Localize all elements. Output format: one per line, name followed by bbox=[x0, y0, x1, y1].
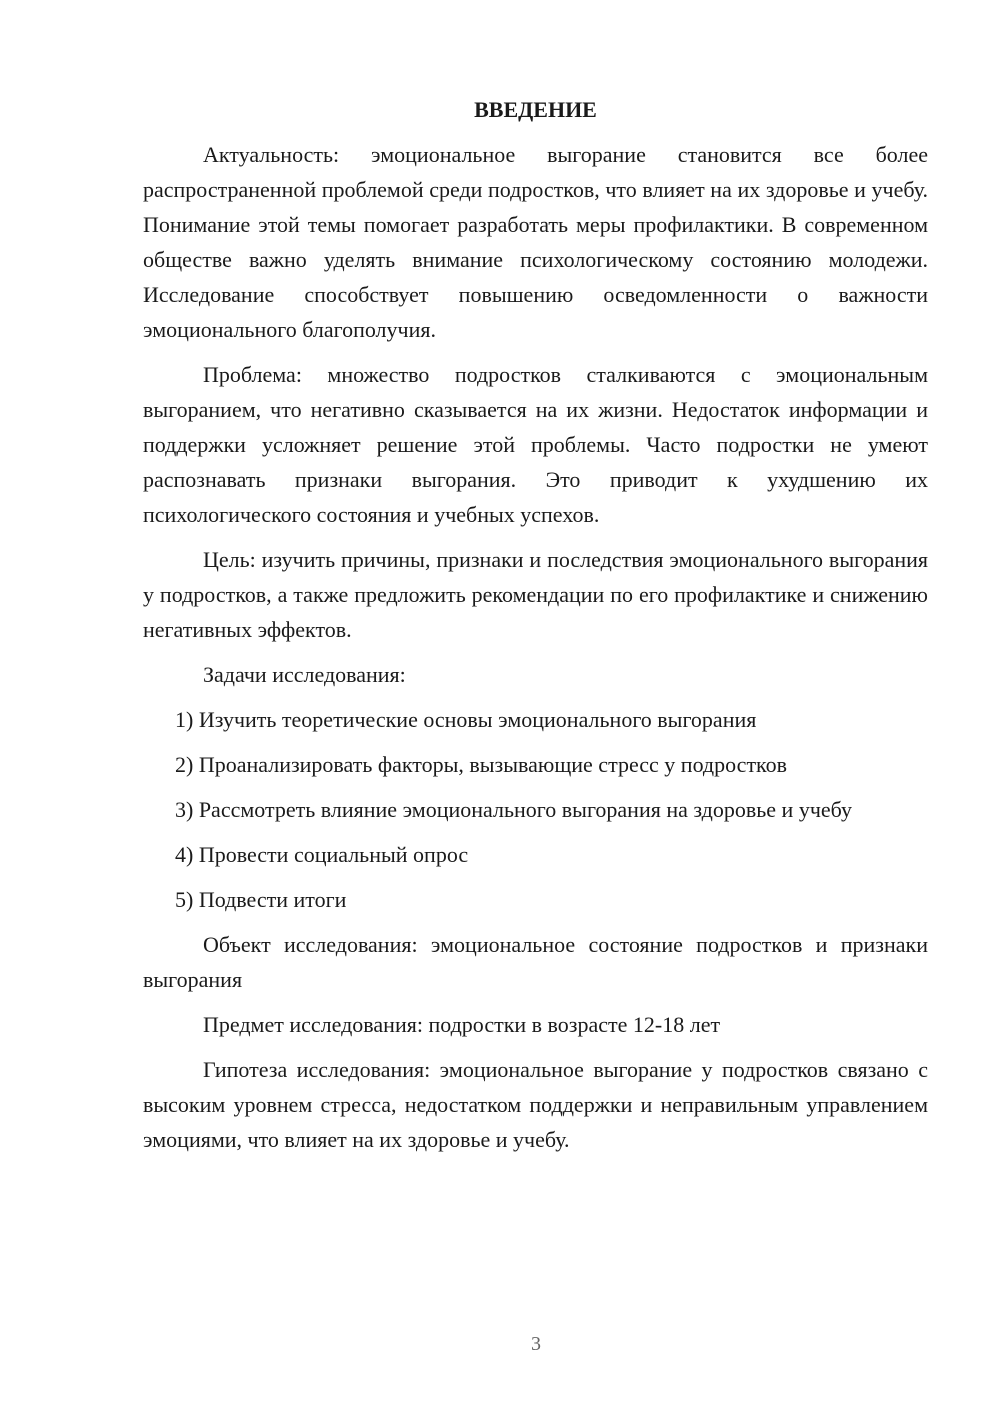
section-heading: ВВЕДЕНИЕ bbox=[474, 97, 597, 122]
paragraph-problem: Проблема: множество подростков сталкиваются с эмоциональным выгоранием, что негативно сказывается на их жизни. Недостаток информации и поддержки усложняет решение этой проблемы. Часто подростки не умеют распознавать признаки выгорания. Это приводит к ухудшению их психологического состояния и учебных успехов. bbox=[143, 362, 928, 527]
task-item-4: 4) Провести социальный опрос bbox=[175, 842, 469, 867]
paragraph-subject: Предмет исследования: подростки в возрасте 12-18 лет bbox=[203, 1012, 721, 1037]
page-number: 3 bbox=[531, 1333, 541, 1355]
paragraph-object: Объект исследования: эмоциональное состояние подростков и признаки выгорания bbox=[143, 932, 928, 992]
tasks-intro: Задачи исследования: bbox=[203, 662, 406, 687]
paragraph-hypothesis: Гипотеза исследования: эмоциональное выгорание у подростков связано с высоким уровнем стресса, недостатком поддержки и неправильным управлением эмоциями, что влияет на их здоровье и учебу. bbox=[143, 1057, 928, 1152]
task-item-1: 1) Изучить теоретические основы эмоционального выгорания bbox=[175, 707, 757, 732]
task-item-5: 5) Подвести итоги bbox=[175, 887, 347, 912]
paragraph-relevance: Актуальность: эмоциональное выгорание становится все более распространенной проблемой среди подростков, что влияет на их здоровье и учебу. Понимание этой темы помогает разработать меры профилактики. В современном обществе важно уделять внимание психологическому состоянию молодежи. Исследование способствует повышению осведомленности о важности эмоционального благополучия. bbox=[143, 142, 928, 342]
task-item-3: 3) Рассмотреть влияние эмоционального выгорания на здоровье и учебу bbox=[175, 797, 853, 822]
document-page bbox=[143, 92, 928, 1167]
task-item-2: 2) Проанализировать факторы, вызывающие стресс у подростков bbox=[175, 752, 788, 777]
paragraph-goal: Цель: изучить причины, признаки и последствия эмоционального выгорания у подростков, а также предложить рекомендации по его профилактике и снижению негативных эффектов. bbox=[143, 547, 928, 642]
